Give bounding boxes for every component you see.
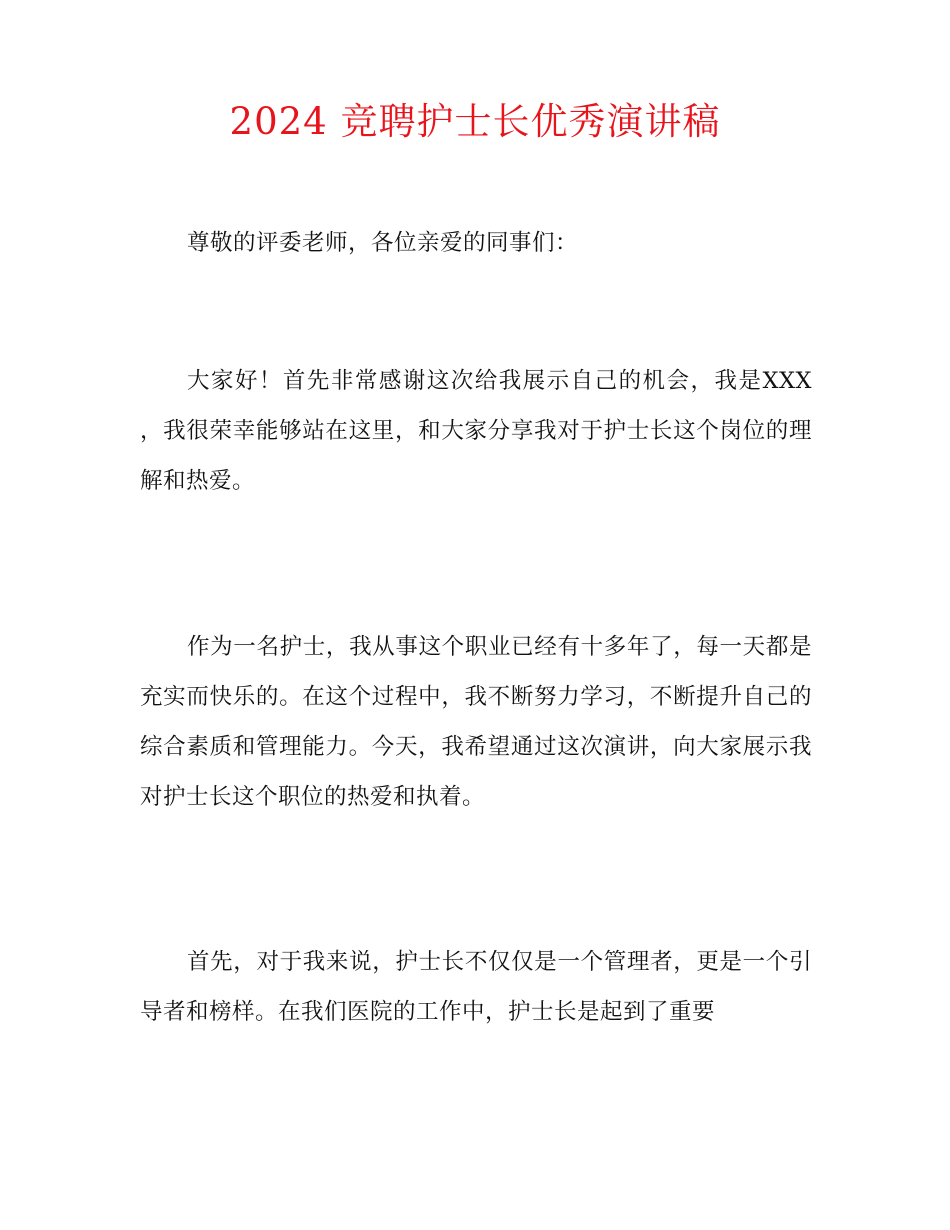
paragraph-greeting: 尊敬的评委老师，各位亲爱的同事们：	[187, 230, 579, 256]
document-title: 2024 竞聘护士长优秀演讲稿	[229, 100, 721, 143]
paragraph-experience: 作为一名护士，我从事这个职业已经有十多年了，每一天都是充实而快乐的。在这个过程中，我不断努力学习，不断提升自己的综合素质和管理能力。今天，我希望通过这次演讲，向大家展示我对护士长这个职位的热爱和执着。	[140, 634, 812, 810]
paragraph-role-view: 首先，对于我来说，护士长不仅仅是一个管理者，更是一个引导者和榜样。在我们医院的工作中，护士长是起到了重要	[140, 949, 812, 1025]
paragraph-introduction: 大家好！首先非常感谢这次给我展示自己的机会，我是XXX ，我很荣幸能够站在这里，和大家分享我对于护士长这个岗位的理解和热爱。	[140, 368, 812, 494]
